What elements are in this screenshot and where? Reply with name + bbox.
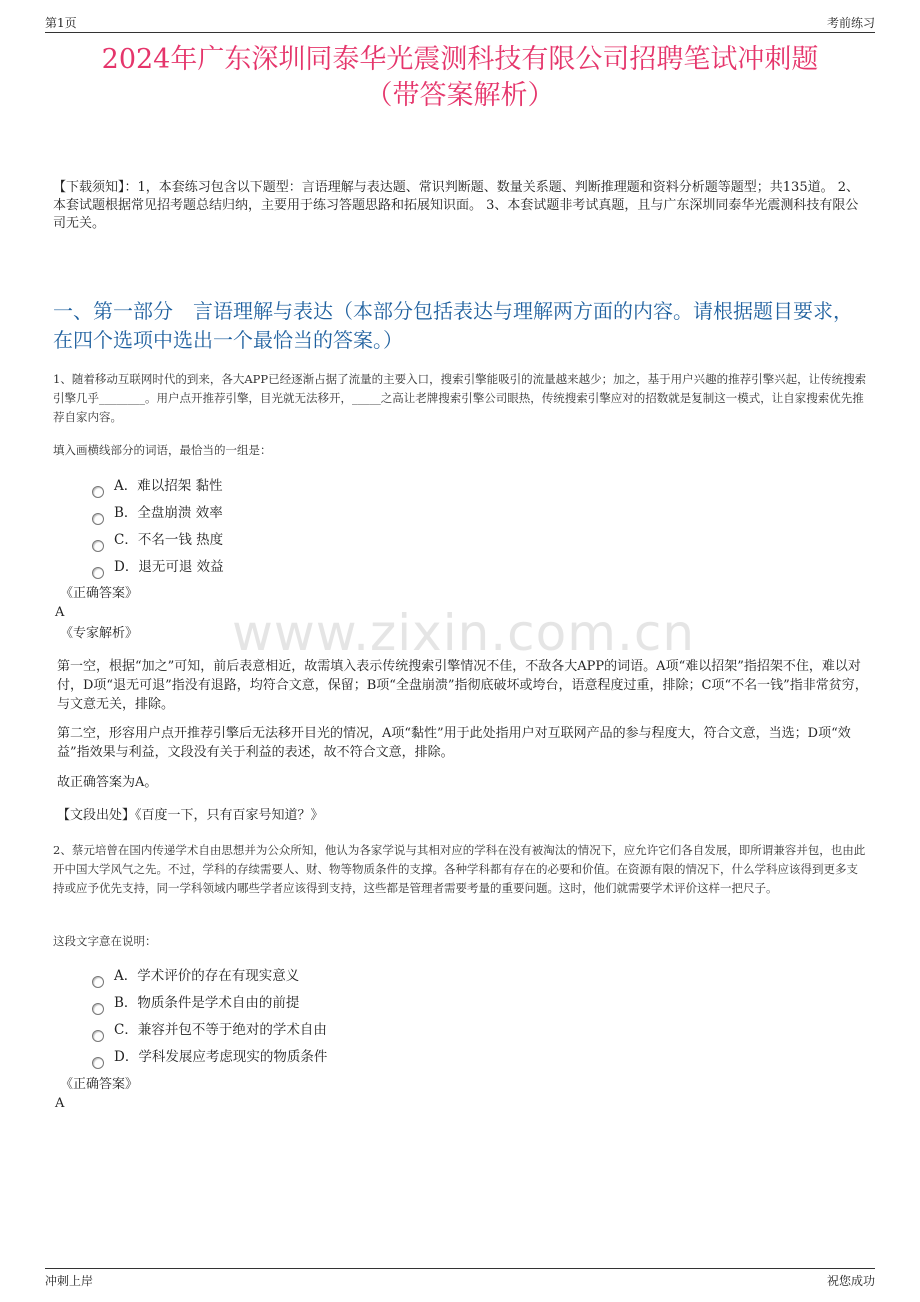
q2-option-b[interactable]: B．物质条件是学术自由的前提 [92, 993, 299, 1013]
radio-icon[interactable] [92, 567, 104, 579]
download-notice: 【下载须知】：1，本套练习包含以下题型：言语理解与表达题、常识判断题、数量关系题、判断推理题和资料分析题等题型；共135道。 2、本套试题根据常见招考题总结归纳，主要用于练习答题思路和拓展知识面。 3、本套试题非考试真题，且与广东深圳同泰华光震测科技有限公司无关。 [53, 180, 859, 231]
q1-option-c[interactable]: C．不名一钱 热度 [92, 530, 223, 550]
title-line-1: 2024年广东深圳同泰华光震测科技有限公司招聘笔试冲刺题 [101, 44, 819, 75]
q1-option-b[interactable]: B．全盘崩溃 效率 [92, 503, 223, 523]
radio-icon[interactable] [92, 976, 104, 988]
q2-answer: A [55, 1096, 65, 1111]
radio-icon[interactable] [92, 1003, 104, 1015]
q1-answer-label: 《正确答案》 [60, 586, 139, 601]
q1-answer: A [55, 605, 65, 620]
footer-right-text: 祝您成功 [826, 1274, 875, 1288]
q1-prompt: 填入画横线部分的词语，最恰当的一组是： [53, 443, 272, 457]
footer-left-text: 冲刺上岸 [45, 1274, 94, 1288]
watermark: www.zixin.com.cn [232, 604, 696, 662]
page-header [45, 12, 875, 33]
q1-analysis-label: 《专家解析》 [60, 626, 139, 641]
document-title [40, 42, 880, 114]
page-number: 第1页 [45, 16, 77, 30]
radio-icon[interactable] [92, 486, 104, 498]
q1-stem: 1、随着移动互联网时代的到来，各大APP已经逐渐占据了流量的主要入口，搜索引擎能吸引的流量越来越少；加之，基于用户兴趣的推荐引擎兴起，让传统搜索引擎几乎________。用户点开推荐引擎，目光就无法移开，_____之高让老牌搜索引擎公司眼热，传统搜索引擎应对的招数就是复制这一模式，让自家搜索优先推荐自家内容。 [53, 372, 867, 424]
page-footer [45, 1268, 875, 1289]
q2-option-a[interactable]: A．学术评价的存在有现实意义 [92, 966, 299, 986]
q1-option-d[interactable]: D．退无可退 效益 [92, 557, 224, 577]
section-heading: 一、第一部分 言语理解与表达（本部分包括表达与理解两方面的内容。请根据题目要求，在四个选项中选出一个最恰当的答案。） [53, 299, 853, 352]
radio-icon[interactable] [92, 1030, 104, 1042]
radio-icon[interactable] [92, 1057, 104, 1069]
q2-option-d[interactable]: D．学科发展应考虑现实的物质条件 [92, 1047, 327, 1067]
q1-option-a[interactable]: A．难以招架 黏性 [92, 476, 223, 496]
title-line-2: （带答案解析） [365, 80, 555, 111]
q1-analysis-2: 第二空，形容用户点开推荐引擎后无法移开目光的情况，A项“黏性”用于此处指用户对互联网产品的参与程度大，符合文意，当选；D项“效益”指效果与利益，文段没有关于利益的表述，故不符合文意，排除。 [57, 726, 851, 760]
q1-conclusion: 故正确答案为A。 [57, 775, 158, 790]
radio-icon[interactable] [92, 513, 104, 525]
q2-answer-label: 《正确答案》 [60, 1077, 139, 1092]
header-tag: 考前练习 [826, 16, 875, 30]
radio-icon[interactable] [92, 540, 104, 552]
q2-prompt: 这段文字意在说明： [53, 934, 157, 948]
q2-stem: 2、蔡元培曾在国内传递学术自由思想并为公众所知，他认为各家学说与其相对应的学科在没有被淘汰的情况下，应允许它们各自发展，即所谓兼容并包，也由此开中国大学风气之先。不过，学科的存续需要人、财、物等物质条件的支撑。各种学科都有存在的必要和价值。在资源有限的情况下，什么学科应该得到更多支持或应予优先支持，同一学科领域内哪些学者应该得到支持，这些都是管理者需要考量的重要问题。这时，他们就需要学术评价这样一把尺子。 [53, 843, 866, 895]
q1-analysis-1: 第一空，根据“加之”可知，前后表意相近，故需填入表示传统搜索引擎情况不佳，不敌各大APP的词语。A项“难以招架”指招架不住，难以对付，D项“退无可退”指没有退路，均符合文意，保留；B项“全盘崩溃”指彻底破坏或垮台，语意程度过重，排除；C项“不名一钱”指非常贫穷，与文意无关，排除。 [57, 659, 868, 712]
q2-option-c[interactable]: C．兼容并包不等于绝对的学术自由 [92, 1020, 327, 1040]
q1-source: 【文段出处】《百度一下，只有百家号知道？》 [57, 808, 324, 823]
